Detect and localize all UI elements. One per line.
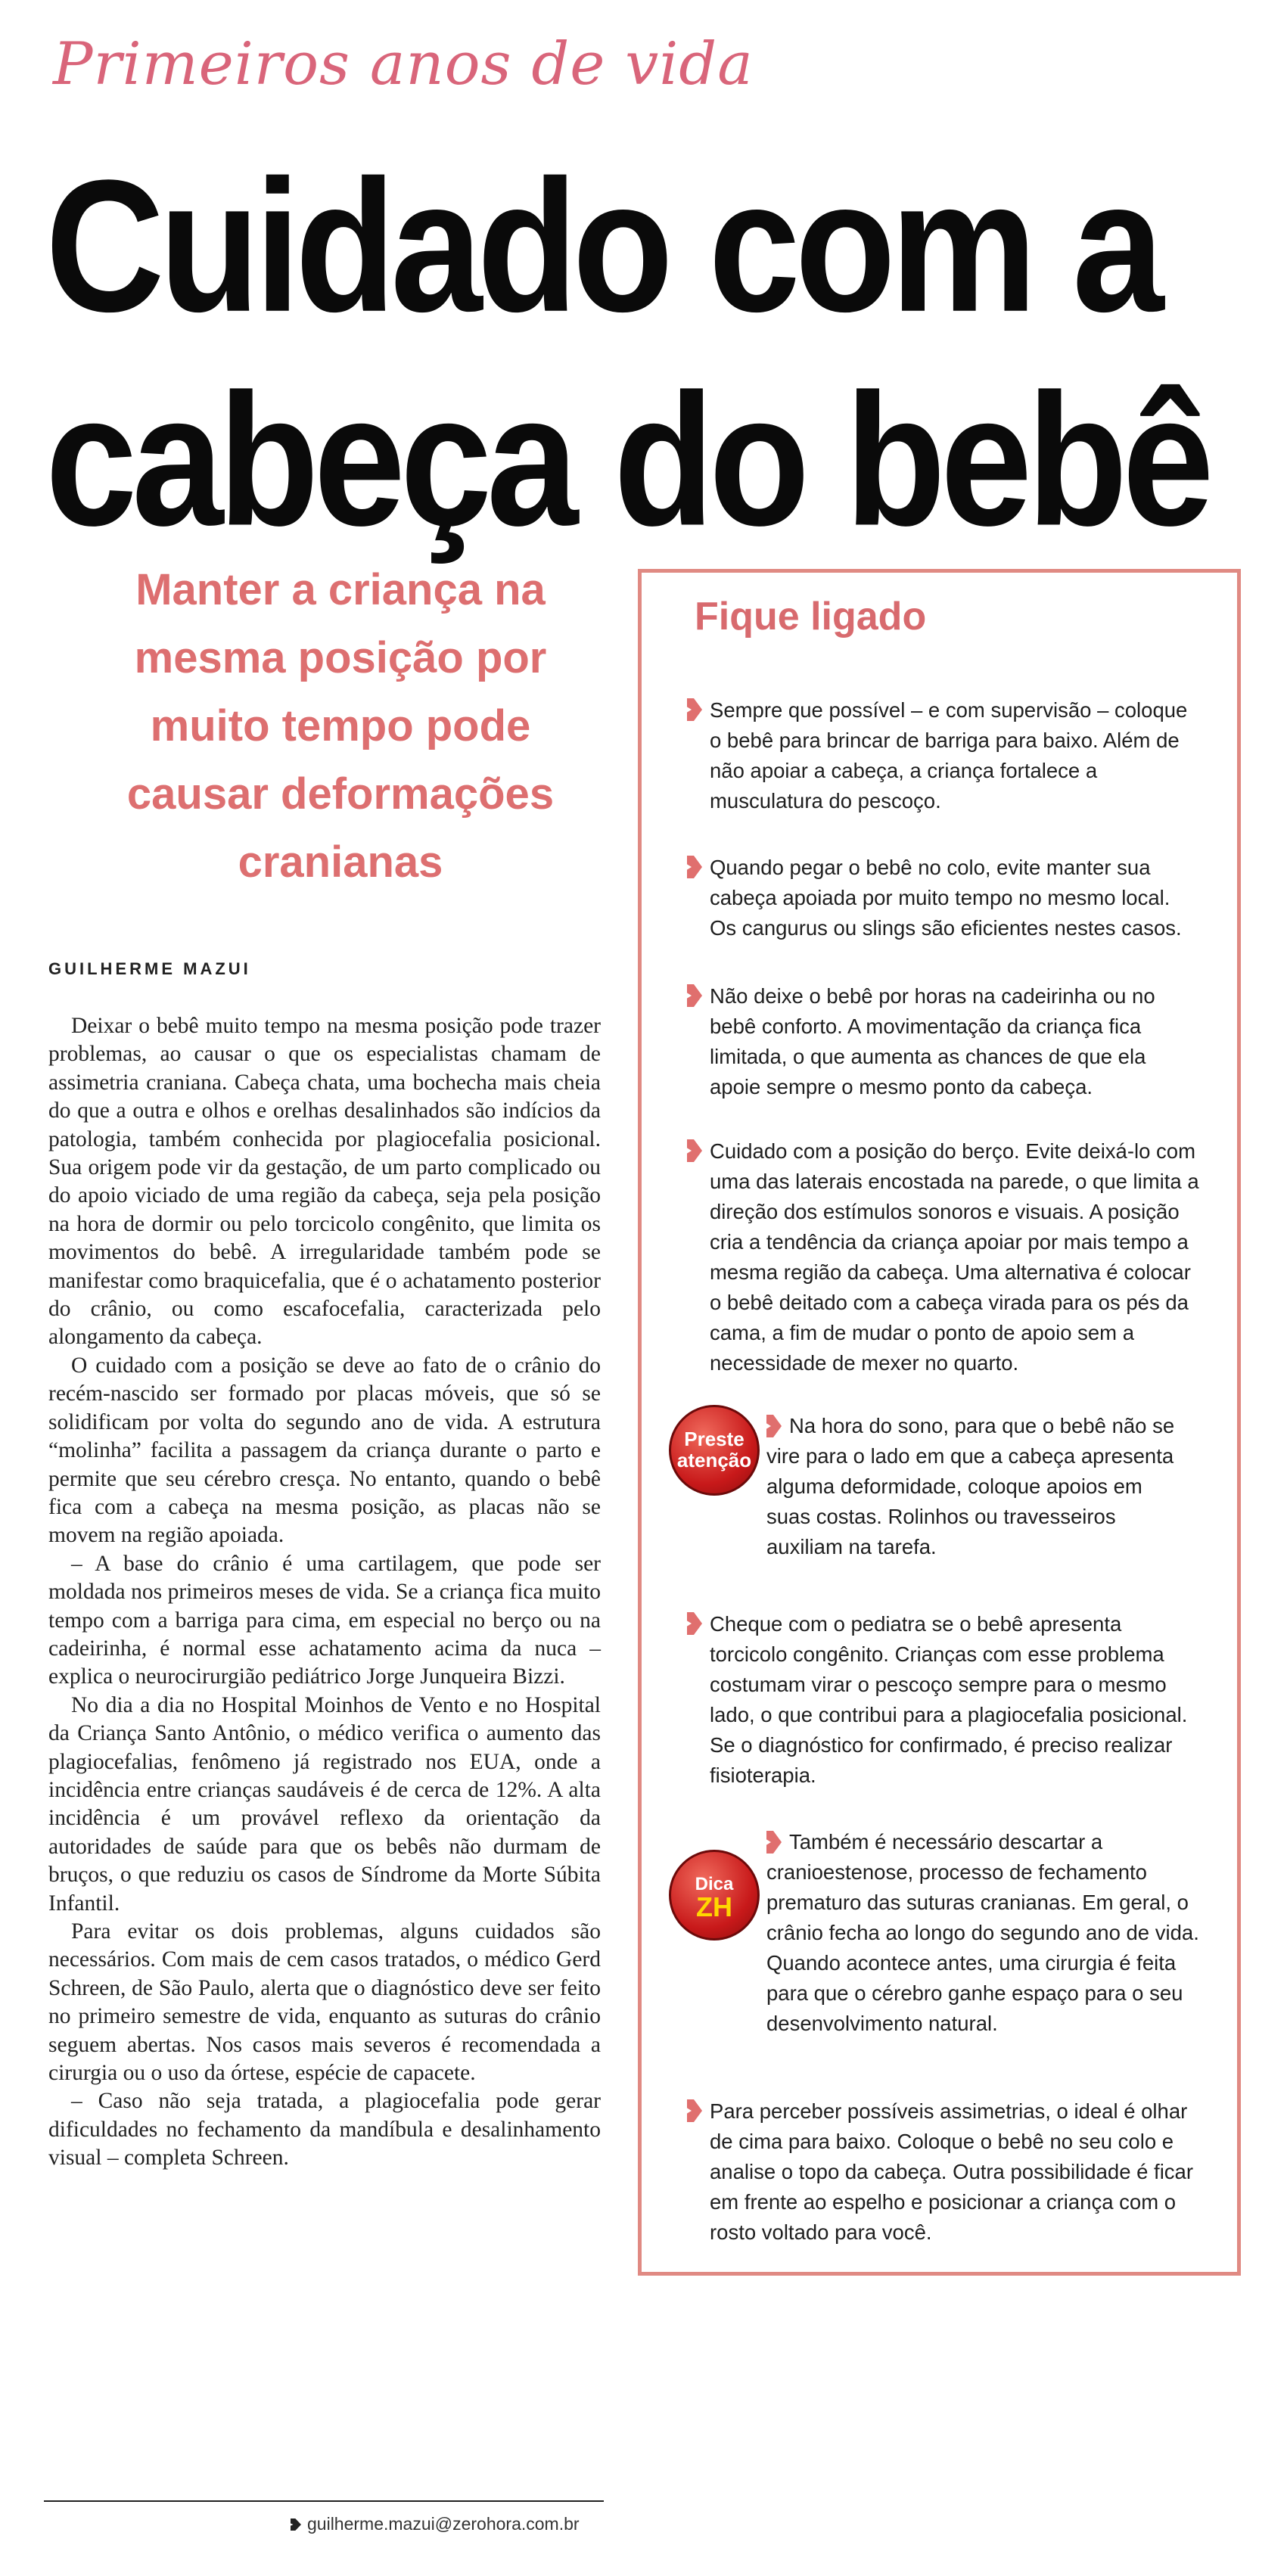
arrow-bullet-icon xyxy=(687,1139,702,1162)
preste-atencao-badge xyxy=(669,1405,760,1496)
tip-item xyxy=(710,853,1202,943)
subheadline-line-3: muito tempo pode xyxy=(150,701,531,750)
body-paragraph: Deixar o bebê muito tempo na mesma posição pode trazer problemas, ao causar o que os especialistas chamam de assimetria craniana. Cabeça chata, uma bochecha mais cheia do que a outra e olhos e orelhas desalinhados são indícios da patologia, também conhecida por plagiocefalia posicional. Sua origem pode vir da gestação, de um parto complicado ou do apoio viciado de uma região da cabeça, seja pela posição na hora de dormir ou pelo torcicolo congênito, que limita os movimentos do bebê. A irregularidade também pode se manifestar como braquicefalia, que é o achatamento posterior do crânio, ou como escafocefalia, caracterizada pelo alongamento da cabeça. xyxy=(48,1014,601,1350)
arrow-bullet-icon xyxy=(687,1612,702,1635)
badge-line-2: ZH xyxy=(696,1891,732,1922)
tip-text: Cuidado com a posição do berço. Evite deixá-lo com uma das laterais encostada na parede, o que limita a direção dos estímulos sonoros e visuais. A posição cria a tendência da criança apoiar por mais tempo a mesma região da cabeça. Uma alternativa é colocar o bebê deitado com a cabeça virada para os pés da cama, a fim de mudar o ponto de apoio sem a necessidade de mexer no quarto. xyxy=(710,1139,1199,1375)
arrow-bullet-icon xyxy=(291,2519,301,2531)
arrow-bullet-icon xyxy=(687,856,702,878)
subheadline-line-1: Manter a criança na xyxy=(135,565,546,614)
byline: GUILHERME MAZUI xyxy=(48,959,251,978)
headline-line-1: Cuidado com a xyxy=(45,141,1159,352)
arrow-bullet-icon xyxy=(687,984,702,1007)
badge-line-2: atenção xyxy=(676,1449,752,1471)
body-paragraph: – A base do crânio é uma cartilagem, que pode ser moldada nos primeiros meses de vida. Se a criança fica muito tempo com a barriga para cima, em especial no berço ou na cadeirinha, é normal esse achatamento acima da nuca – explica o neurocirurgião pediátrico Jorge Junqueira Bizzi. xyxy=(48,1551,601,1689)
tip-text: Na hora do sono, para que o bebê não se vire para o lado em que a cabeça apresenta alguma deformidade, coloque apoios em suas costas. Rolinhos ou travesseiros auxiliam na tarefa. xyxy=(766,1414,1175,1558)
headline-line-2: cabeça do bebê xyxy=(45,356,1209,566)
tip-item xyxy=(710,1609,1202,1791)
dica-zh-badge xyxy=(669,1850,760,1941)
badge-line-1: Dica xyxy=(695,1874,734,1894)
tip-text: Também é necessário descartar a cranioestenose, processo de fechamento prematuro das suturas cranianas. Em geral, o crânio fecha ao longo do segundo ano de vida. Quando acontece antes, uma cirurgia é feita para que o cérebro ganhe espaço para o seu desenvolvimento natural. xyxy=(766,1830,1199,2035)
tip-text: Cheque com o pediatra se o bebê apresenta torcicolo congênito. Crianças com esse problema costumam virar o pescoço sempre para o mesmo lado, o que contribui para a plagiocefalia posicional. Se o diagnóstico for confirmado, é preciso realizar fisioterapia. xyxy=(710,1612,1188,1787)
body-paragraph: O cuidado com a posição se deve ao fato de o crânio do recém-nascido ser formado por placas móveis, que só se solidificam por volta do segundo ano de vida. A estrutura “molinha” facilita a passagem da criança durante o parto e permite que seu cérebro cresça. No entanto, quando o bebê fica com a cabeça na mesma posição, as placas não se movem na região apoiada. xyxy=(48,1353,601,1548)
footer-divider xyxy=(44,2500,604,2502)
article-body xyxy=(48,1012,601,2173)
body-paragraph: Para evitar os dois problemas, alguns cuidados são necessários. Com mais de cem casos tratados, o médico Gerd Schreen, de São Paulo, alerta que o diagnóstico deve ser feito no primeiro semestre de vida, enquanto as suturas do crânio seguem abertas. Nos casos mais severos é recomendada a cirurgia ou o uso da órtese, espécie de capacete. xyxy=(48,1919,601,2086)
body-paragraph: No dia a dia no Hospital Moinhos de Vento e no Hospital da Criança Santo Antônio, o médico verifica o aumento das plagiocefalias, fenômeno já registrado nos EUA, onde a incidência entre crianças saudáveis é de cerca de 12%. A alta incidência é um provável reflexo da orientação da autoridades de saúde para que os bebês não durmam de bruços, o que reduziu os casos de Síndrome da Morte Súbita Infantil. xyxy=(48,1692,601,1916)
arrow-bullet-icon xyxy=(687,698,702,721)
tips-sidebar xyxy=(638,569,1241,2276)
arrow-bullet-icon xyxy=(766,1831,782,1854)
subheadline-line-4: causar deformações xyxy=(126,769,555,819)
tip-item xyxy=(710,695,1202,816)
tip-text: Sempre que possível – e com supervisão – coloque o bebê para brincar de barriga para baixo. Além de não apoiar a cabeça, a criança fortalece a musculatura do pescoço. xyxy=(710,698,1188,813)
subheadline-line-5: cranianas xyxy=(238,837,443,887)
tip-item xyxy=(710,1136,1202,1378)
tip-item xyxy=(766,1827,1205,2039)
tip-item xyxy=(710,981,1202,1102)
tip-item xyxy=(710,2096,1202,2248)
sidebar-title: Fique ligado xyxy=(695,595,927,639)
badge-line-1: Preste xyxy=(684,1428,745,1450)
tip-text: Não deixe o bebê por horas na cadeirinha ou no bebê conforto. A movimentação da criança fica limitada, o que aumenta as chances de que ela apoie sempre o mesmo ponto da cabeça. xyxy=(710,984,1155,1098)
section-label: Primeiros anos de vida xyxy=(53,30,754,98)
subheadline-line-2: mesma posição por xyxy=(134,633,547,682)
arrow-bullet-icon xyxy=(766,1415,782,1437)
tip-text: Para perceber possíveis assimetrias, o ideal é olhar de cima para baixo. Coloque o bebê no seu colo e analise o topo da cabeça. Outra possibilidade é ficar em frente ao espelho e posicionar a criança com o rosto voltado para você. xyxy=(710,2099,1194,2244)
author-email[interactable] xyxy=(291,2514,580,2534)
tip-text: Quando pegar o bebê no colo, evite manter sua cabeça apoiada por muito tempo no mesmo local. Os cangurus ou slings são eficientes nestes casos. xyxy=(710,856,1182,940)
arrow-bullet-icon xyxy=(687,2099,702,2122)
tip-item xyxy=(766,1411,1190,1562)
author-email-text: guilherme.mazui@zerohora.com.br xyxy=(307,2514,580,2534)
body-paragraph: – Caso não seja tratada, a plagiocefalia pode gerar dificuldades no fechamento da mandíbula e desalinhamento visual – completa Schreen. xyxy=(48,2089,601,2170)
subheadline xyxy=(53,556,628,896)
headline xyxy=(45,140,1256,567)
